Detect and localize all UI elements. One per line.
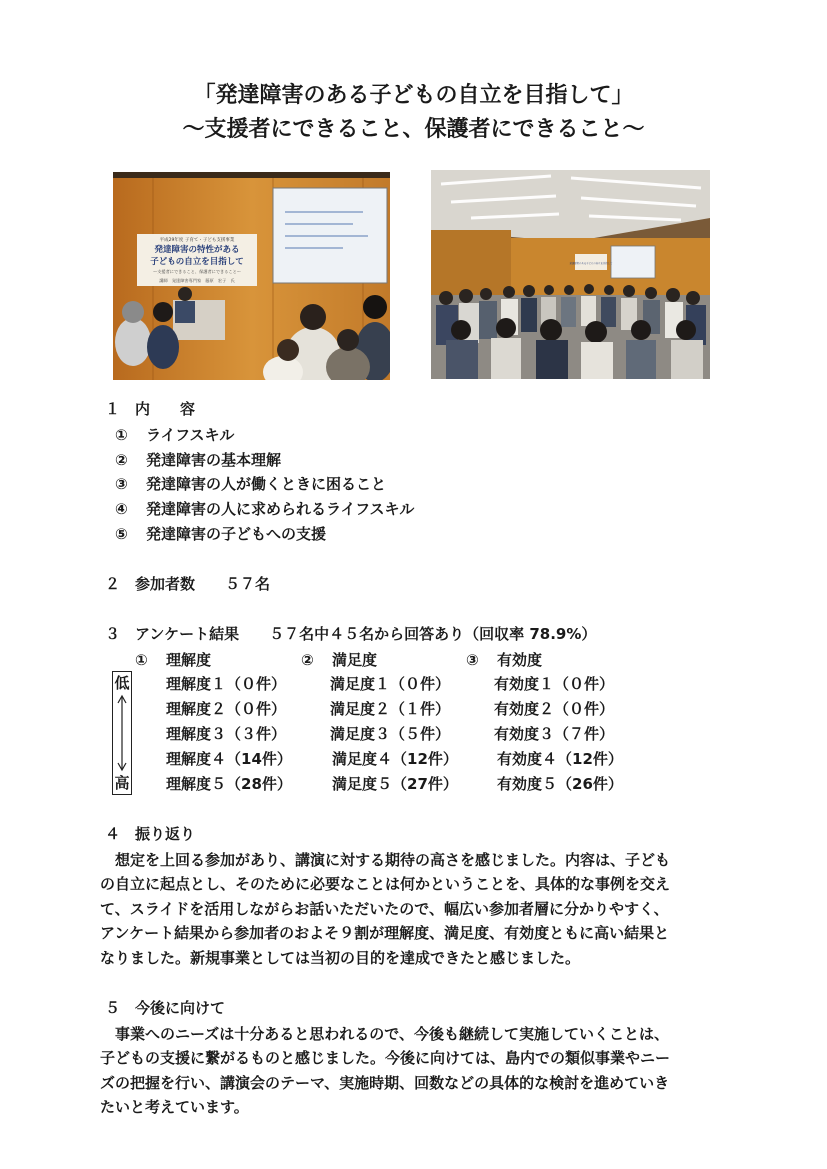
section-1-heading: １ 内 容 [105, 400, 196, 418]
list-item-number: ⑤ [115, 525, 128, 543]
page-title: 「発達障害のある子どもの自立を目指して」 [193, 83, 634, 108]
scale-high-label: 高 [114, 774, 130, 792]
paragraph-line: て、スライドを活用しながらお話いただいたので、幅広い参加者層に分かりやすく、 [100, 899, 669, 918]
future-paragraph [100, 1022, 670, 1120]
col-number: ③ [466, 651, 479, 669]
reflection-paragraph [100, 848, 670, 970]
right-slide-text: 発達障害のある子どもの自立を目指して [569, 262, 613, 265]
result-cell: 満足度４（12件） [332, 750, 458, 768]
list-item-number: ① [115, 426, 128, 444]
paragraph-line: 事業へのニーズは十分あると思われるので、今後も継続して実施していくことは、 [100, 1025, 669, 1043]
paragraph-line: アンケート結果から参加者のおよそ９割が理解度、満足度、有効度ともに高い結果と [100, 924, 670, 943]
slide-line2: 子どもの自立を目指して [150, 257, 244, 267]
result-cell: 理解度１（０件） [166, 675, 287, 693]
list-item-number: ③ [115, 475, 128, 493]
col-number: ① [135, 651, 148, 669]
paragraph-line: たいと考えています。 [100, 1098, 249, 1117]
list-item-text: ライフスキル [146, 426, 235, 444]
result-cell: 理解度５（28件） [166, 775, 292, 793]
result-cell: 理解度３（３件） [166, 725, 287, 743]
section-3-heading: ３ アンケート結果 ５７名中４５名から回答あり（回収率 78.9%） [105, 625, 597, 643]
slide-line3: ～支援者にできること、保護者にできること～ [153, 269, 241, 274]
lecture-photo-right [431, 170, 710, 379]
result-cell: 理解度４（14件） [166, 750, 292, 768]
slide-line4: 講師 発達障害専門家 藤原 宏子 氏 [159, 278, 235, 283]
page-subtitle: ～支援者にできること、保護者にできること～ [182, 117, 645, 142]
col-label-effectiveness: 有効度 [497, 651, 543, 669]
list-item-text: 発達障害の基本理解 [146, 451, 282, 469]
double-arrow-icon [116, 694, 128, 772]
col-label-satisfaction: 満足度 [332, 651, 378, 669]
section-5-heading: ５ 今後に向けて [105, 999, 226, 1017]
slide-line0: 平成29年度 子育て・子ども支援事業 [159, 238, 235, 243]
paragraph-line: 子どもの支援に繋がるものと感じました。今後に向けては、島内での類似事業やニー [100, 1049, 671, 1068]
list-item-text: 発達障害の子どもへの支援 [146, 525, 327, 543]
scale-low-label: 低 [114, 674, 130, 692]
result-cell: 満足度５（27件） [332, 775, 458, 793]
lecture-photo-left [113, 172, 390, 380]
paragraph-line: ズの把握を行い、講演会のテーマ、実施時期、回数などの具体的な検討を進めていき [100, 1073, 670, 1092]
result-cell: 有効度４（12件） [497, 750, 623, 768]
result-cell: 有効度２（０件） [494, 700, 615, 718]
list-item-text: 発達障害の人に求められるライフスキル [146, 500, 415, 518]
list-item-number: ② [115, 451, 128, 469]
result-cell: 満足度３（５件） [330, 725, 451, 743]
paragraph-line: なりました。新規事業としては当初の目的を達成できたと感じました。 [100, 948, 581, 967]
result-cell: 有効度５（26件） [497, 775, 623, 793]
list-item-number: ④ [115, 500, 128, 518]
col-label-understanding: 理解度 [166, 651, 212, 669]
result-cell: 理解度２（０件） [166, 700, 287, 718]
section-4-heading: ４ 振り返り [105, 825, 196, 843]
list-item-text: 発達障害の人が働くときに困ること [146, 475, 387, 493]
col-number: ② [301, 651, 314, 669]
slide-line1: 発達障害の特性がある [154, 245, 240, 255]
result-cell: 満足度１（０件） [330, 675, 451, 693]
result-cell: 有効度３（７件） [494, 725, 615, 743]
scale-box [112, 671, 132, 795]
paragraph-line: 想定を上回る参加があり、講演に対する期待の高さを感じました。内容は、子ども [100, 851, 671, 869]
result-cell: 有効度１（０件） [494, 675, 615, 693]
section-2-heading: ２ 参加者数 ５７名 [105, 575, 271, 593]
result-cell: 満足度２（１件） [330, 700, 451, 718]
paragraph-line: の自立に起点とし、そのために必要なことは何かということを、具体的な事例を交え [100, 875, 671, 894]
